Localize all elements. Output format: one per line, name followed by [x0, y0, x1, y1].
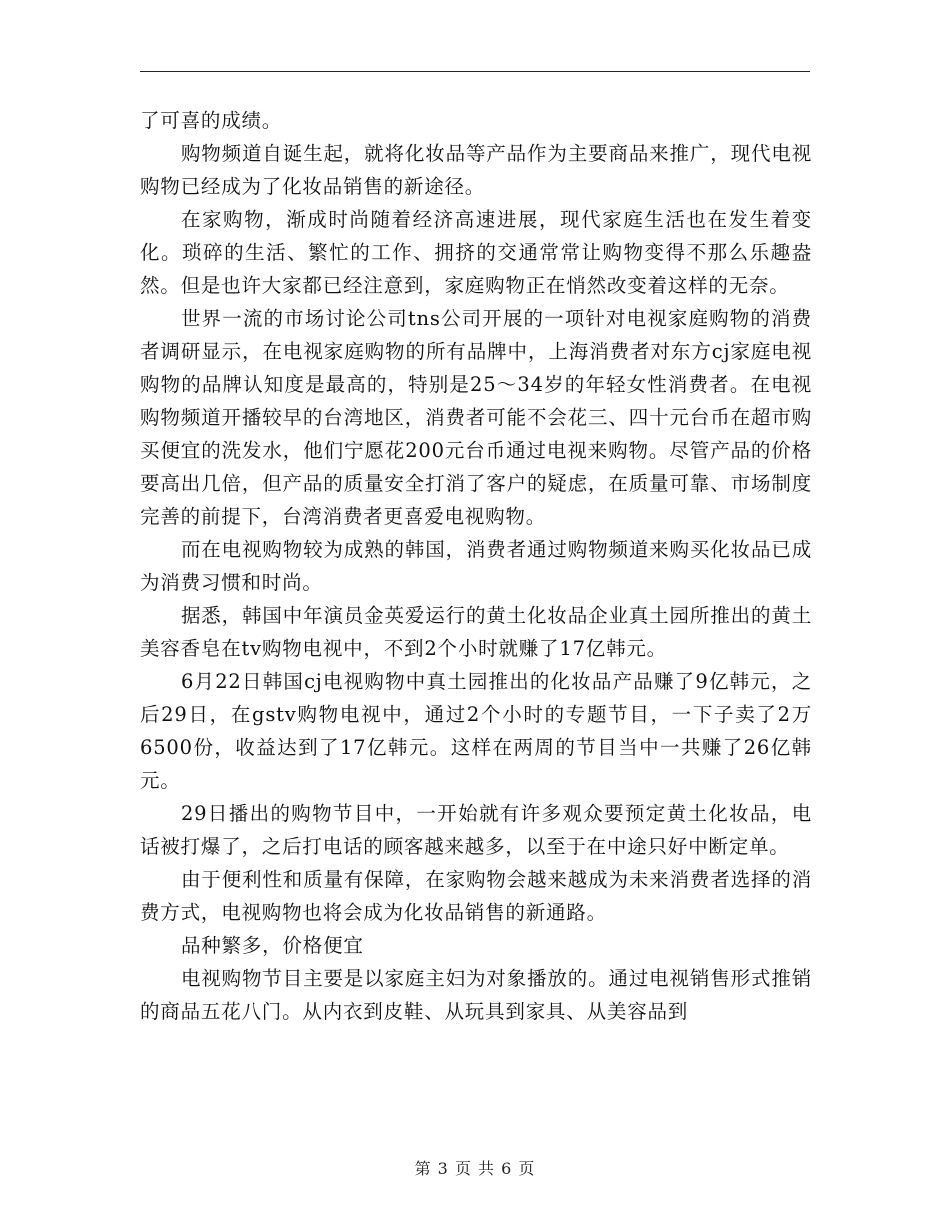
paragraph: 世界一流的市场讨论公司tns公司开展的一项针对电视家庭购物的消费者调研显示，在电视家庭购物的所有品牌中，上海消费者对东方cj家庭电视购物的品牌认知度是最高的，特别是25～34岁的年轻女性消费者。在电视购物频道开播较早的台湾地区，消费者可能不会花三、四十元台币在超市购买便宜的洗发水，他们宁愿花200元台币通过电视来购物。尽管产品的价格要高出几倍，但产品的质量安全打消了客户的疑虑，在质量可靠、市场制度完善的前提下，台湾消费者更喜爱电视购物。: [140, 307, 812, 528]
paragraph: 购物频道自诞生起，就将化妆品等产品作为主要商品来推广，现代电视购物已经成为了化妆品销售的新途径。: [140, 142, 812, 198]
paragraph-continuation: 了可喜的成绩。: [140, 109, 283, 132]
paragraph: 电视购物节目主要是以家庭主妇为对象播放的。通过电视销售形式推销的商品五花八门。从内衣到皮鞋、从玩具到家具、从美容品到: [140, 967, 812, 1023]
paragraph: 由于便利性和质量有保障，在家购物会越来越成为未来消费者选择的消费方式，电视购物也将会成为化妆品销售的新通路。: [140, 868, 812, 924]
header-rule: [140, 71, 810, 72]
section-heading: 品种繁多，价格便宜: [180, 934, 364, 957]
page-number-footer: 第 3 页 共 6 页: [414, 1159, 536, 1178]
paragraph: 据悉，韩国中年演员金英爱运行的黄土化妆品企业真土园所推出的黄土美容香皂在tv购物电视中，不到2个小时就赚了17亿韩元。: [140, 604, 812, 660]
paragraph: 29日播出的购物节目中，一开始就有许多观众要预定黄土化妆品，电话被打爆了，之后打电话的顾客越来越多，以至于在中途只好中断定单。: [140, 802, 812, 858]
body-text: [140, 104, 812, 1028]
paragraph: 6月22日韩国cj电视购物中真土园推出的化妆品产品赚了9亿韩元，之后29日，在gstv购物电视中，通过2个小时的专题节目，一下子卖了2万6500份，收益达到了17亿韩元。这样在两周的节目当中一共赚了26亿韩元。: [140, 670, 812, 792]
paragraph: 在家购物，渐成时尚随着经济高速进展，现代家庭生活也在发生着变化。琐碎的生活、繁忙的工作、拥挤的交通常常让购物变得不那么乐趣盎然。但是也许大家都已经注意到，家庭购物正在悄然改变着这样的无奈。: [140, 208, 812, 297]
paragraph: 而在电视购物较为成熟的韩国，消费者通过购物频道来购买化妆品已成为消费习惯和时尚。: [140, 538, 812, 594]
